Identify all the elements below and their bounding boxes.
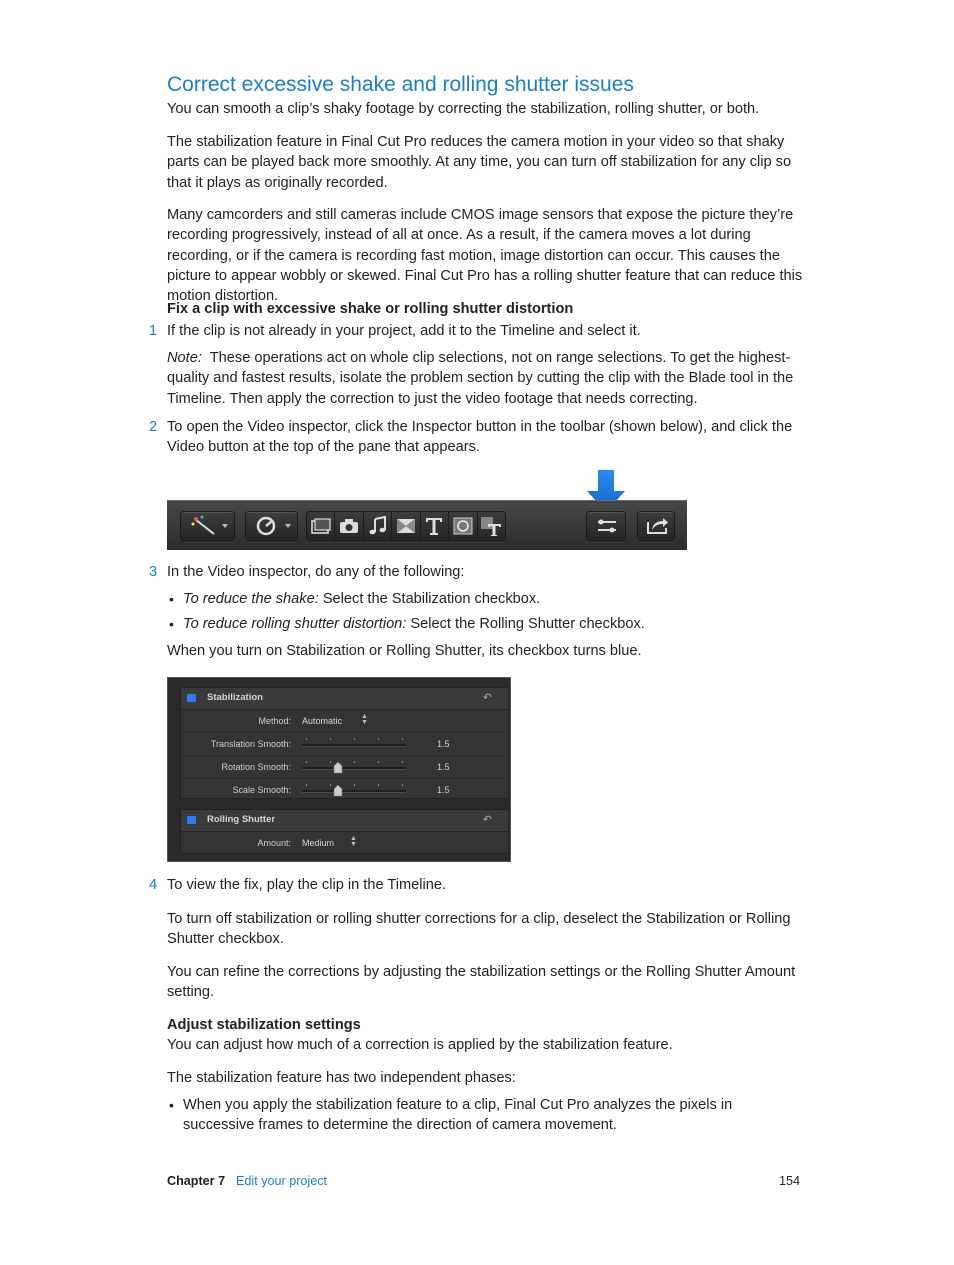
note-text: These operations act on whole clip selections, not on range selections. To get the highest-quality and fastest results, isolate the problem section by cutting the clip with the Blade tool in the Timeline. Then apply the correction to just the video footage that needs correcting.	[167, 350, 794, 407]
titles-tab[interactable]	[421, 512, 449, 540]
step-number-2: 2	[149, 419, 158, 435]
magic-wand-button[interactable]	[180, 511, 235, 541]
translation-smooth-row	[181, 733, 508, 756]
translation-smooth-label: Translation Smooth:	[210, 739, 291, 749]
translation-smooth-slider[interactable]	[302, 744, 406, 747]
rotation-smooth-value[interactable]: 1.5	[437, 762, 450, 772]
scale-smooth-slider[interactable]	[302, 790, 406, 793]
turn-off-paragraph: To turn off stabilization or rolling shutter corrections for a clip, deselect the Stabilization or Rolling Shutter checkbox.	[167, 911, 791, 948]
rolling-shutter-title: Rolling Shutter	[207, 814, 276, 825]
method-row	[181, 710, 508, 733]
themes-icon	[479, 515, 503, 537]
rolling-shutter-panel	[180, 809, 509, 854]
camera-icon	[338, 517, 360, 535]
rotation-smooth-label: Rotation Smooth:	[221, 762, 291, 772]
bullet-marker: •	[169, 616, 174, 632]
bullet-marker: •	[169, 591, 174, 607]
video-inspector-figure	[167, 677, 511, 862]
method-popup[interactable]: Automatic	[302, 716, 343, 726]
themes-tab[interactable]	[478, 512, 505, 540]
magic-wand-icon	[181, 512, 236, 540]
inspector-sliders-icon	[587, 512, 627, 540]
adjust-intro: You can adjust how much of a correction is applied by the stabilization feature.	[167, 1037, 673, 1053]
music-note-icon	[367, 516, 389, 536]
slider-thumb[interactable]	[333, 785, 343, 797]
step-3-text: In the Video inspector, do any of the following:	[167, 564, 465, 580]
rolling-shutter-header	[181, 810, 508, 832]
film-icon	[310, 517, 332, 535]
bullet-reduce-shake: To reduce the shake: Select the Stabilization checkbox.	[183, 591, 541, 607]
rolling-shutter-checkbox[interactable]	[187, 816, 196, 824]
footer-chapter: Chapter 7	[167, 1174, 226, 1188]
stabilization-checkbox[interactable]	[187, 694, 196, 702]
rotation-smooth-row	[181, 756, 508, 779]
music-tab[interactable]	[364, 512, 392, 540]
cmos-paragraph: Many camcorders and still cameras include CMOS image sensors that expose the picture they’re recording progressively, instead of all at once. As a result, if the camera moves a lot during recording, or if the camera is recording fast motion, image distortion can occur. This causes the picture to appear wobbly or skewed. Final Cut Pro has a rolling shutter feature that can reduce this motion distortion.	[167, 207, 803, 305]
transitions-icon	[395, 517, 417, 535]
stabilization-panel	[180, 687, 509, 799]
stabilization-title: Stabilization	[207, 692, 263, 703]
slider-thumb[interactable]	[333, 762, 343, 774]
amount-popup[interactable]: Medium	[302, 838, 335, 848]
checkbox-blue-note: When you turn on Stabilization or Rolling Shutter, its checkbox turns blue.	[167, 643, 642, 659]
step-2-text: To open the Video inspector, click the Inspector button in the toolbar (shown below), and click the Video button at the top of the pane that appears.	[167, 419, 793, 456]
step-number-3: 3	[149, 564, 158, 580]
translation-smooth-value[interactable]: 1.5	[437, 739, 450, 749]
stabilization-header	[181, 688, 508, 710]
stabilization-paragraph: The stabilization feature in Final Cut Pro reduces the camera motion in your video so that shaky parts can be played back more smoothly. At any time, you can turn off stabilization for any clip so that it plays as originally recorded.	[167, 134, 792, 191]
popup-arrows-icon: ▲ ▼	[361, 713, 368, 726]
retime-button[interactable]	[245, 511, 298, 541]
share-icon	[638, 512, 676, 540]
media-browser-group	[306, 511, 506, 541]
generator-icon	[452, 516, 474, 536]
media-tab[interactable]	[307, 512, 335, 540]
phase-bullet: When you apply the stabilization feature to a clip, Final Cut Pro analyzes the pixels in successive frames to determine the direction of camera movement.	[183, 1097, 733, 1134]
title-t-icon	[423, 516, 445, 536]
note-label: Note:	[167, 350, 202, 366]
footer-chapter-title[interactable]: Edit your project	[236, 1174, 327, 1188]
transitions-tab[interactable]	[392, 512, 420, 540]
adjust-heading: Adjust stabilization settings	[167, 1017, 361, 1033]
step-1-text: If the clip is not already in your project, add it to the Timeline and select it.	[167, 323, 641, 339]
photos-tab[interactable]	[335, 512, 363, 540]
scale-smooth-label: Scale Smooth:	[232, 785, 291, 795]
amount-row	[181, 832, 508, 854]
task-heading: Fix a clip with excessive shake or rolling shutter distortion	[167, 301, 574, 317]
popup-arrows-icon: ▲ ▼	[350, 835, 357, 848]
amount-label: Amount:	[257, 838, 291, 848]
step-number-4: 4	[149, 877, 158, 893]
bullet-marker: •	[169, 1097, 174, 1113]
method-label: Method:	[258, 716, 291, 726]
inspector-button[interactable]	[586, 511, 626, 541]
intro-paragraph: You can smooth a clip’s shaky footage by correcting the stabilization, rolling shutter, or both.	[167, 101, 760, 117]
page-number: 154	[779, 1174, 801, 1188]
reset-icon[interactable]: ↶	[482, 692, 492, 704]
scale-smooth-value[interactable]: 1.5	[437, 785, 450, 795]
step-number-1: 1	[149, 323, 158, 339]
share-button[interactable]	[637, 511, 675, 541]
toolbar-figure	[167, 500, 687, 550]
note-paragraph	[167, 348, 807, 409]
reset-icon[interactable]: ↶	[482, 814, 492, 826]
generators-tab[interactable]	[449, 512, 477, 540]
refine-paragraph: You can refine the corrections by adjusting the stabilization settings or the Rolling Shutter Amount setting.	[167, 964, 796, 1001]
phases-intro: The stabilization feature has two independent phases:	[167, 1070, 516, 1086]
retime-icon	[246, 512, 299, 540]
bullet-reduce-rolling: To reduce rolling shutter distortion: Select the Rolling Shutter checkbox.	[183, 616, 645, 632]
page-title: Correct excessive shake and rolling shutter issues	[167, 73, 634, 96]
rotation-smooth-slider[interactable]	[302, 767, 406, 770]
scale-smooth-row	[181, 779, 508, 801]
step-4-text: To view the fix, play the clip in the Timeline.	[167, 877, 447, 893]
